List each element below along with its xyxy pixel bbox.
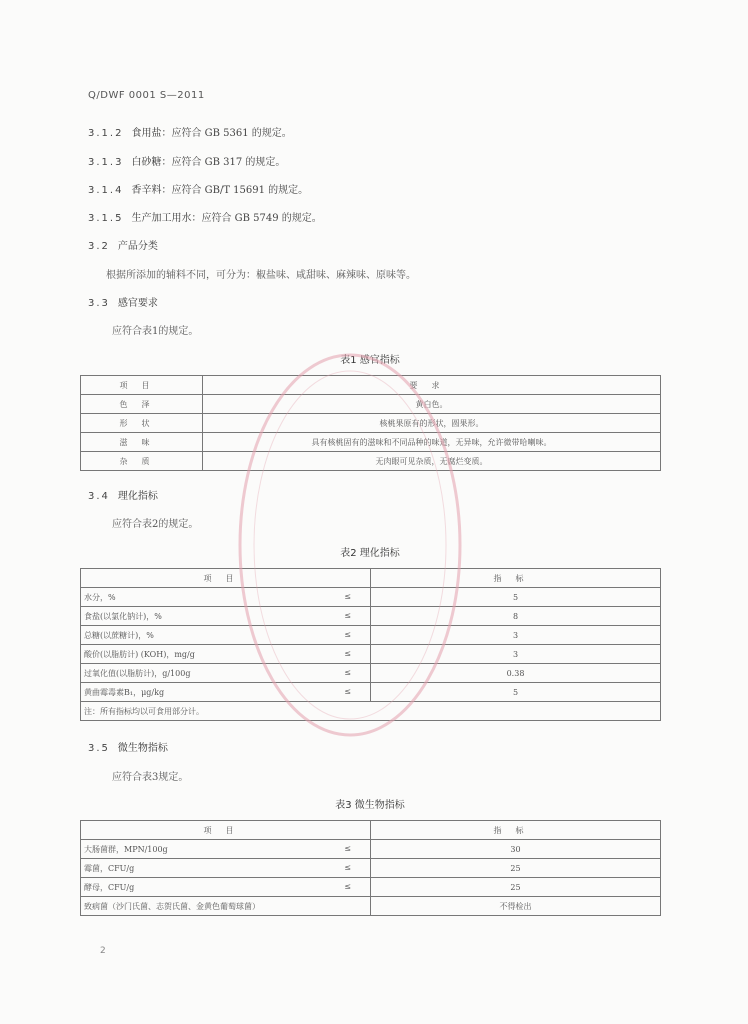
table-header: 项目 指标 bbox=[81, 821, 661, 840]
section-3-4-heading: 3.4 理化指标 bbox=[88, 491, 158, 502]
page-number: 2 bbox=[100, 946, 106, 956]
standard-code: Q/DWF 0001 S—2011 bbox=[88, 90, 205, 101]
clause-3-1-3: 3.1.3 白砂糖：应符合 GB 317 的规定。 bbox=[88, 157, 286, 168]
table-row: 滋味 具有核桃固有的滋味和不同品种的味道，无异味，允许微带哈喇味。 bbox=[81, 433, 661, 452]
table-row: 水分，% ≤ 5 bbox=[81, 588, 661, 607]
clause-3-1-5: 3.1.5 生产加工用水：应符合 GB 5749 的规定。 bbox=[88, 213, 322, 224]
section-3-4-text: 应符合表2的规定。 bbox=[112, 519, 199, 530]
section-3-3-text: 应符合表1的规定。 bbox=[112, 326, 199, 337]
section-3-3-heading: 3.3 感官要求 bbox=[88, 298, 158, 309]
table-header: 项目 要求 bbox=[81, 376, 661, 395]
table-row: 大肠菌群，MPN/100g ≤ 30 bbox=[81, 840, 661, 859]
table-header: 项目 指标 bbox=[81, 569, 661, 588]
seal-inner-ring bbox=[254, 371, 446, 719]
table-row: 霉菌，CFU/g ≤ 25 bbox=[81, 859, 661, 878]
table2-caption: 表2 理化指标 bbox=[340, 548, 400, 559]
table-row: 杂质 无肉眼可见杂质，无腐烂变质。 bbox=[81, 452, 661, 471]
table-row: 致病菌（沙门氏菌、志贺氏菌、金黄色葡萄球菌） 不得检出 bbox=[81, 897, 661, 916]
table-row: 黄曲霉毒素B₁，μg/kg ≤ 5 bbox=[81, 683, 661, 702]
table-row: 酵母，CFU/g ≤ 25 bbox=[81, 878, 661, 897]
seal-outer-ring bbox=[240, 355, 460, 735]
table-row: 总糖(以蔗糖计)，% ≤ 3 bbox=[81, 626, 661, 645]
table3-caption: 表3 微生物指标 bbox=[335, 800, 405, 811]
clause-3-1-2: 3.1.2 食用盐：应符合 GB 5361 的规定。 bbox=[88, 128, 292, 139]
section-3-5-text: 应符合表3规定。 bbox=[112, 772, 189, 783]
table-row: 酸价(以脂肪计) (KOH)，mg/g ≤ 3 bbox=[81, 645, 661, 664]
section-3-5-heading: 3.5 微生物指标 bbox=[88, 743, 168, 754]
table-row: 过氧化值(以脂肪计)，g/100g ≤ 0.38 bbox=[81, 664, 661, 683]
table1-caption: 表1 感官指标 bbox=[340, 355, 400, 366]
table-row: 食盐(以氯化钠计)，% ≤ 8 bbox=[81, 607, 661, 626]
table-note-row: 注：所有指标均以可食用部分计。 bbox=[81, 702, 661, 721]
table-row: 形状 核桃果原有的形状，圆果形。 bbox=[81, 414, 661, 433]
microbiological-table bbox=[80, 820, 661, 916]
table-row: 色泽 黄白色。 bbox=[81, 395, 661, 414]
official-seal-stamp bbox=[230, 350, 470, 750]
section-3-2-text: 根据所添加的辅料不同，可分为：椒盐味、咸甜味、麻辣味、原味等。 bbox=[106, 270, 416, 281]
clause-3-1-4: 3.1.4 香辛料：应符合 GB/T 15691 的规定。 bbox=[88, 185, 309, 196]
section-3-2-heading: 3.2 产品分类 bbox=[88, 241, 158, 252]
